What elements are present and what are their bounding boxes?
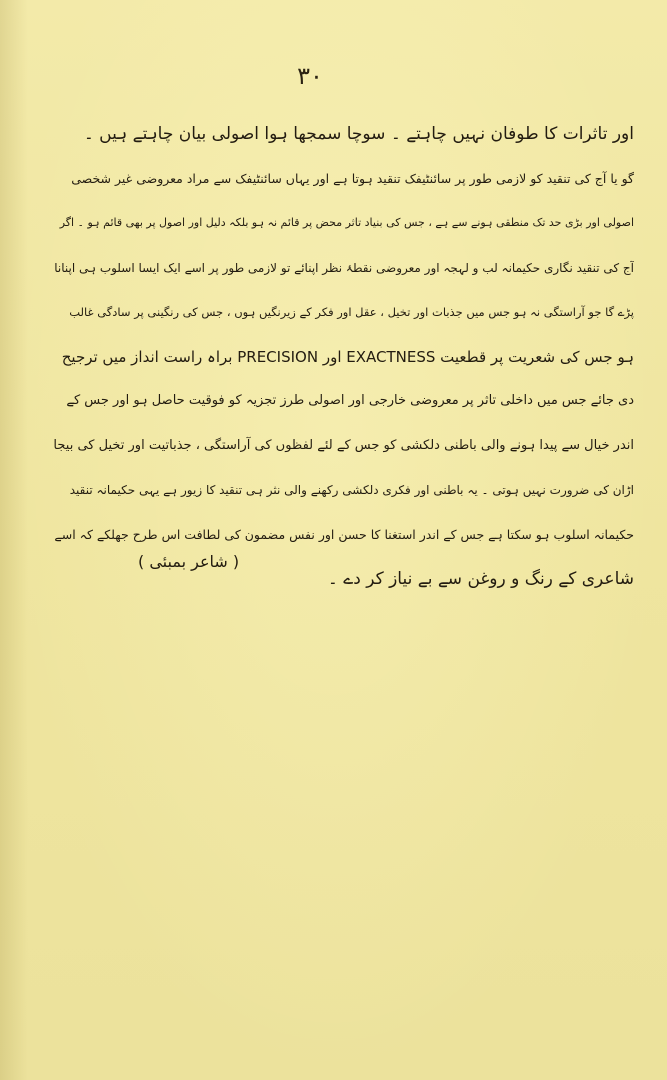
text-line: آج کی تنقید نگاری حکیمانہ لب و لہجہ اور معروضی نقطۂ نظر اپنائے تو لازمی طور پر اسے ایک ایسا اسلوب ہی اپنانا	[54, 260, 634, 275]
text-line: اندر خیال سے پیدا ہونے والی باطنی دلکشی کو جس کے لئے لفظوں کی آراستگی ، جذباتیت اور تخیل کی بیجا	[53, 437, 634, 453]
text-line: دی جائے جس میں داخلی تاثر پر معروضی خارجی اور اصولی طرز تجزیہ کو فوقیت حاصل ہو اور جس کے	[66, 393, 634, 408]
page-number: ۳۰	[297, 62, 323, 90]
text-line: اور تاثرات کا طوفان نہیں چاہتے ۔ سوچا سمجھا ہوا اصولی بیان چاہتے ہیں ۔	[83, 124, 634, 144]
text-line: اڑان کی ضرورت نہیں ہوتی ۔ یہ باطنی اور فکری دلکشی رکھنے والی نثر ہی تنقید کا زیور ہے یہی حکیمانہ تنقید	[69, 483, 634, 497]
text-line: پڑے گا جو آراستگی نہ ہو جس میں جذبات اور تخیل ، عقل اور فکر کے زیرنگیں ہوں ، جس کی رنگینی پر سادگی غالب	[69, 305, 634, 319]
source-attribution: ( شاعر بمبئی )	[138, 552, 240, 571]
text-line: اصولی اور بڑی حد تک منطقی ہونے سے ہے ، جس کی بنیاد تاثر محض پر قائم نہ ہو بلکہ دلیل اور اصول پر بھی قائم ہو ۔ اگر	[59, 216, 634, 229]
text-line: شاعری کے رنگ و روغن سے بے نیاز کر دے ۔	[327, 569, 634, 589]
text-line: حکیمانہ اسلوب ہو سکتا ہے جس کے اندر استغنا کا حسن اور نفس مضمون کی لطافت اس طرح جھلکے کہ اسے	[54, 526, 634, 542]
text-line: ہو جس کی شعریت پر قطعیت EXACTNESS اور PRECISION براہ راست انداز میں ترجیح	[61, 347, 634, 366]
text-line: گو یا آج کی تنقید کو لازمی طور پر سائنٹیفک تنقید ہوتا ہے اور یہاں سائنٹیفک سے مراد معروضی غیر شخصی	[71, 170, 634, 186]
body-text	[52, 112, 634, 602]
